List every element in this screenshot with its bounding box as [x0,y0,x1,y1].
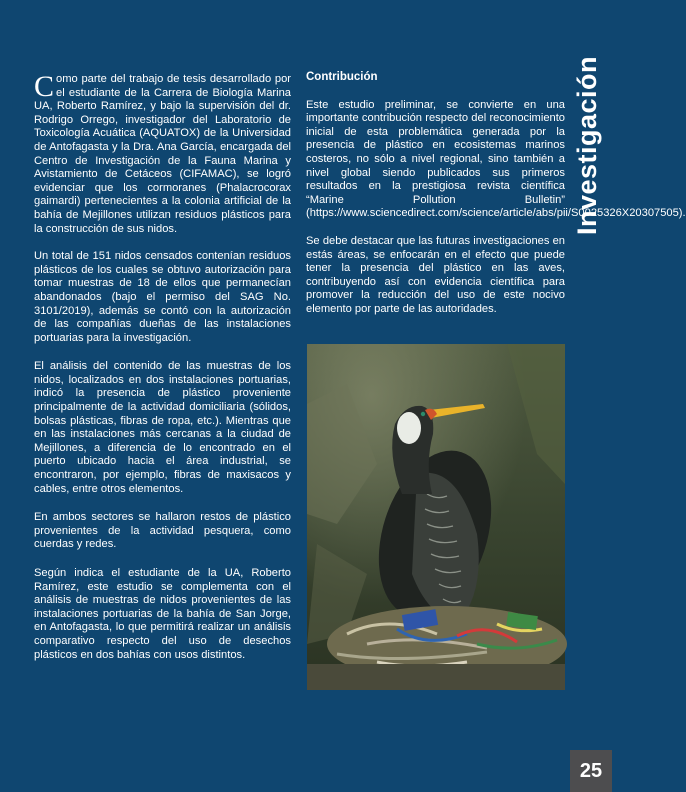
dropcap: C [34,70,55,103]
body-paragraph: En ambos sectores se hallaron restos de plástico provenientes de la actividad pesquera, como cuerdas y redes. [34,511,291,551]
body-paragraph: Un total de 151 nidos censados contenían residuos plásticos de los cuales se obtuvo autorización para tomar muestras de 18 de ellos que permanecían abandonados (bajo el permiso del SAG No. 3101/2019), además se contó con la autorización de las compañías dueñas de las instalaciones portuarias para la investigación. [34,250,291,344]
left-column [34,70,291,677]
cormorant-photo [307,344,565,690]
section-label [570,30,606,260]
page-number-box [570,750,612,792]
body-paragraph: Se debe destacar que las futuras investigaciones en estás áreas, se enfocarán en el efecto que puede tener la presencia del plástico en las aves, contribuyendo así con evidencia científica para promover la reducción del uso de este nocivo elemento por parte de las autoridades. [306,234,565,315]
section-label-text: Investigación [572,55,603,235]
body-paragraph: Este estudio preliminar, se convierte en una importante contribución respecto del reconocimiento inicial de esta problemática generada por la presencia de plástico en ecosistemas marinos costeros, no sólo a nivel regional, sino también a nivel global siendo publicados sus primeros resultados en la prestigiosa revista científica “Marine Pollution Bulletin” (https://www.sciencedirect.com/science/article/abs/pii/S0025326X20307505). [306,98,686,220]
body-paragraph: El análisis del contenido de las muestras de los nidos, localizados en dos instalaciones portuarias, indicó la presencia de plástico proveniente principalmente de la actividad domiciliaria (sólidos, bolsas plásticas, fibras de ropa, etc.). Mientras que en las instalaciones más cercanas a la ciudad de Mejillones, a diferencia de lo encontrado en el puerto ubicado hacia el área industrial, se encontraron, por ejemplo, fibras de maxisacos y cables, entre otros elementos. [34,360,291,495]
page-number: 25 [579,759,603,782]
cormorant-illustration [307,344,565,690]
section-heading: Contribución [306,71,378,83]
body-paragraph: Según indica el estudiante de la UA, Roberto Ramírez, este estudio se complementa con el análisis de muestras de nidos provenientes de las instalaciones portuarias de la bahía de San Jorge, en Antofagasta, lo que permitirá realizar un análisis comparativo respecto del uso de desechos plásticos en dos bahías con usos distintos. [34,567,291,661]
intro-paragraph-text: omo parte del trabajo de tesis desarrollado por el estudiante de la Carrera de Biología Marina UA, Roberto Ramírez, y bajo la supervisión del dr. Rodrigo Orrego, investigador del Laboratorio de Toxicología Acuática (AQUATOX) de la Universidad de Antofagasta y la Dra. Ana García, encargada del Centro de Investigación de la Fauna Marina y Avistamiento de Cetáceos (CIFAMAC), se logró evidenciar que los cormoranes (Phalacrocorax gaimardi) pertenecientes a la colonia artificial de la bahía de Mejillones utilizan residuos plásticos para la construcción de sus nidos. [34,73,291,235]
intro-paragraph [34,70,291,236]
